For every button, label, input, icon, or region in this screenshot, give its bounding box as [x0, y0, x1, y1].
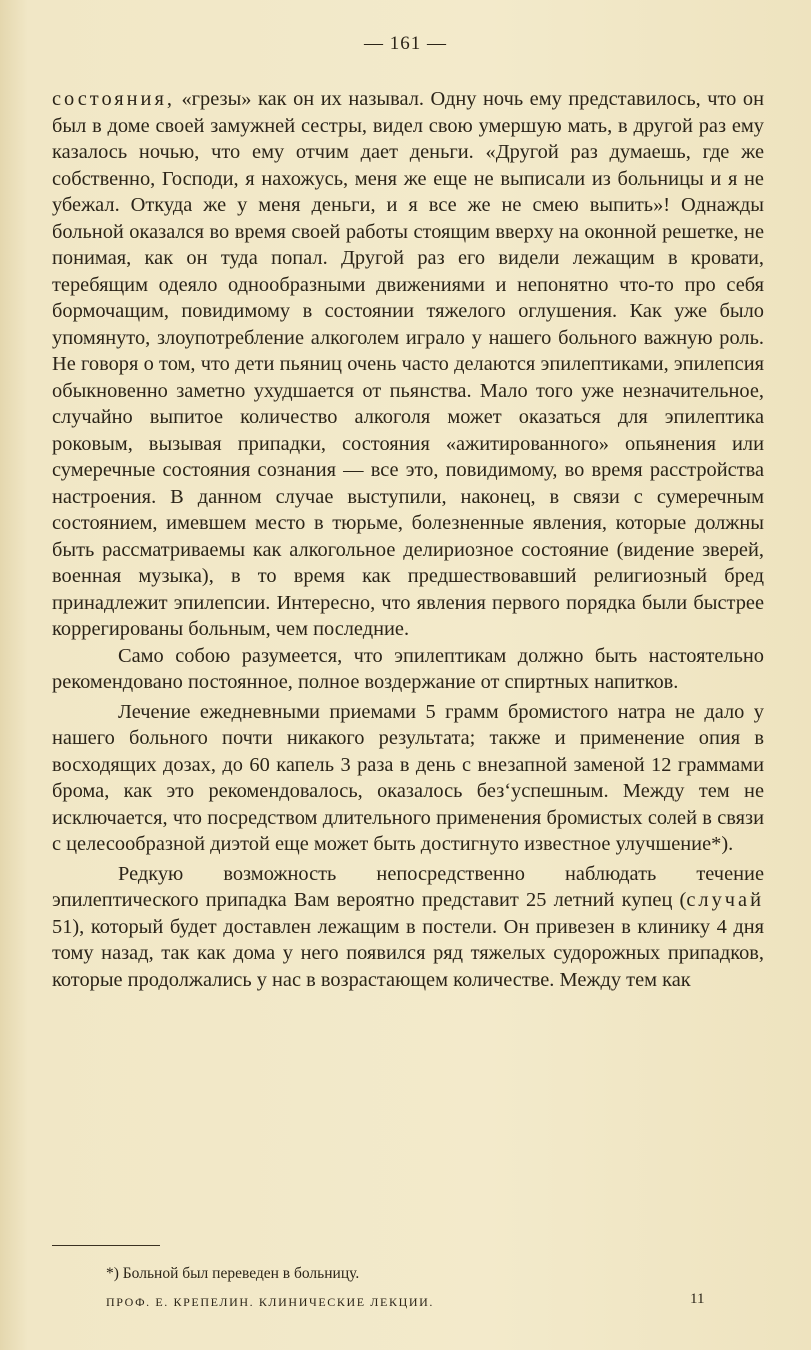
page-number: — 161 — [364, 33, 447, 54]
paragraph-1 [52, 86, 764, 643]
signature-mark: 11 [690, 1291, 705, 1307]
signature-line: ПРОФ. Е. КРЕПЕЛИН. КЛИНИЧЕСКИЕ ЛЕКЦИИ. [106, 1295, 434, 1309]
footnote: *) Больной был переведен в больницу. [106, 1265, 360, 1282]
paragraph-2: Само собою разумеется, что эпилептикам должно быть настоятельно рекомендовано постоянное, полное воздержание от спиртных напитков. [52, 644, 764, 693]
paragraph-3: Лечение ежедневными приемами 5 грамм бромистого натра не дало у нашего больного почти никакого результата; также и применение опия в восходящих дозах, до 60 капель 3 раза в день с внезапной заменой 12 граммами брома, как это рекомендовалось, оказалось без‘успешным. Между тем не исключается, что посредством длительного применения бромистых солей в связи с целесообразной диэтой еще может быть достигнуто известное улучшение*). [52, 700, 764, 855]
case-word: случай [686, 889, 764, 911]
paragraph-4-part-a: Редкую возможность непосредственно наблюдать течение эпилептического припадка Вам вероятно представит 25 летний купец ( [52, 862, 764, 911]
paragraph-4 [52, 861, 764, 994]
paragraph-1-rest: «грезы» как он их называл. Одну ночь ему представилось, что он был в доме своей замужней сестры, видел свою умершую мать, в другой раз ему казалось ночью, что ему отчим дает деньги. «Другой раз думаешь, где же собственно, Господи, я нахожусь, меня же еще не выписали из больницы и я не убежал. Откуда же у меня деньги, и я все же не смею выпить»! Однажды больной оказался во время своей работы стоящим вверху на оконной решетке, не понимая, как он туда попал. Другой раз его видели лежащим в кровати, теребящим одеяло однообразными движениями и непонятно что-то про себя бормочащим, повидимому в состоянии тяжелого оглушения. Как уже было упомянуто, злоупотребление алкоголем играло у нашего больного важную роль. Не говоря о том, что дети пьяниц очень часто делаются эпилептиками, эпилепсия обыкновенно заметно ухудшается от пьянства. Мало того уже незначительное, случайно выпитое количество алкоголя может оказаться для эпилептика роковым, вызывая припадки, состояния «ажитированного» опьянения или сумеречные состояния сознания — все это, повидимому, во время расстройства настроения. В данном случае выступили, наконец, в связи с сумеречным состоянием, имевшем место в тюрьме, болезненные явления, которые должны быть рассматриваемы как алкогольное делириозное состояние (видение зверей, военная музыка), в то время как предшествовавший религиозный бред принадлежит эпилепсии. Интересно, что явления первого порядка были быстрее коррегированы больным, чем последние. [52, 88, 764, 640]
footnote-rule [52, 1245, 160, 1246]
paragraph-4-part-b: 51), который будет доставлен лежащим в постели. Он привезен в клинику 4 дня тому назад, так как дома у него появился ряд тяжелых судорожных припадков, которые продолжались у нас в возрастающем количестве. Между тем как [52, 915, 764, 991]
body-text [52, 86, 764, 993]
paragraph-1-lead: состояния, [52, 88, 175, 110]
